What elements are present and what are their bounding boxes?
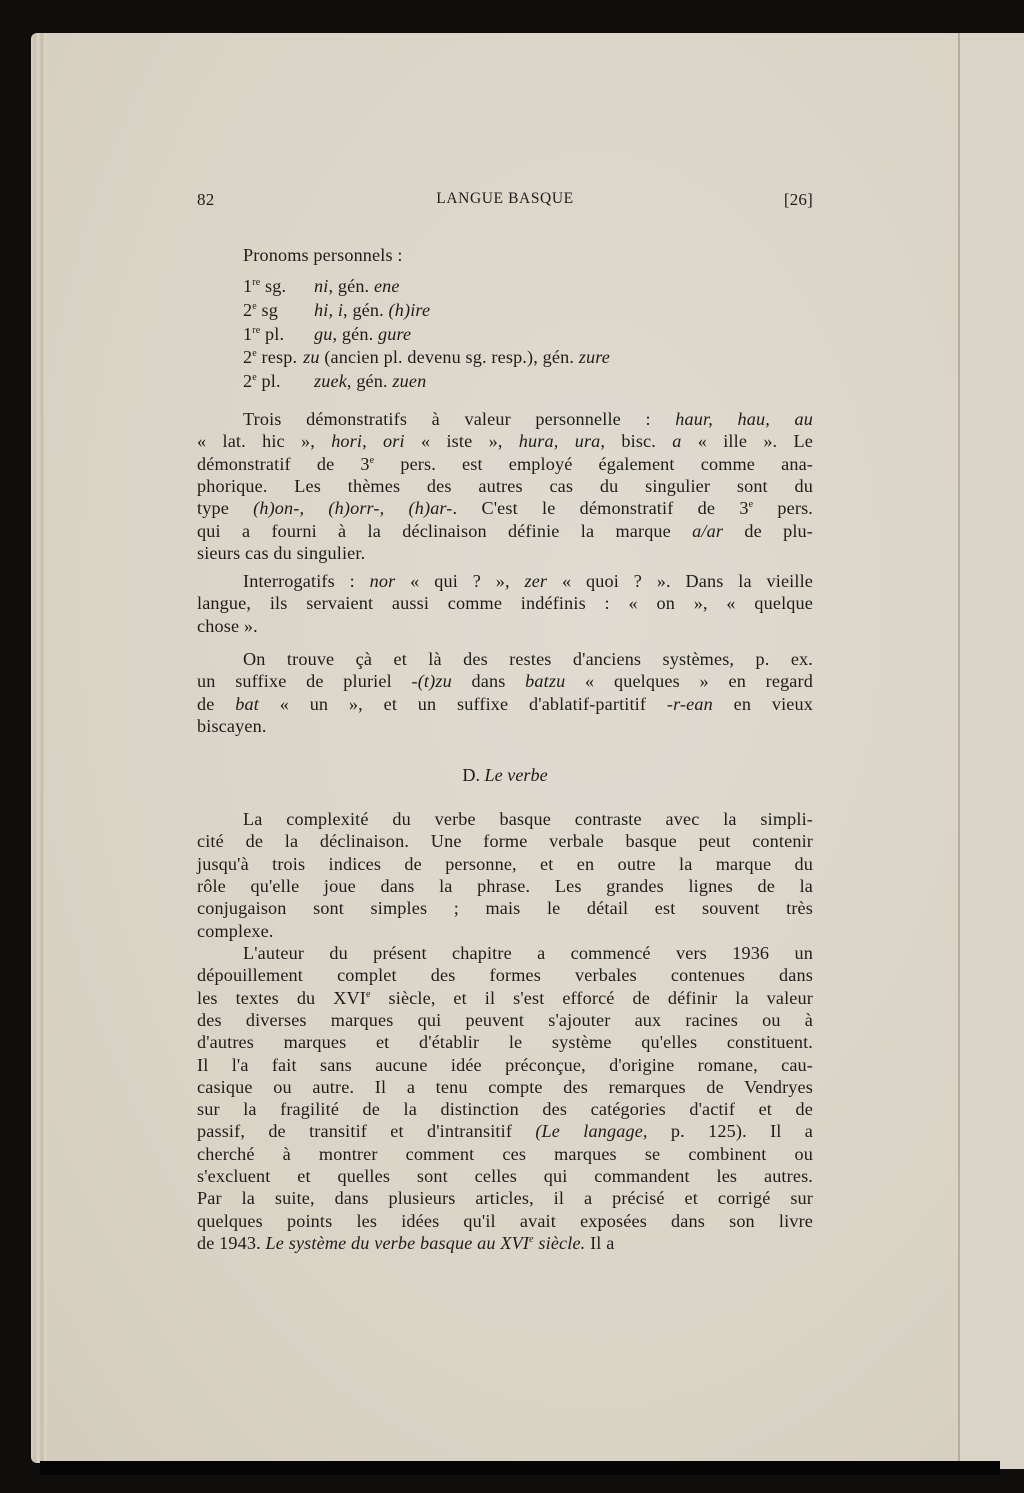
text-line: complexe. — [197, 920, 274, 941]
pronoun-row: 2e sg hi, i, gén. (h)ire — [243, 300, 431, 320]
person-label: 1re pl. — [243, 324, 285, 344]
text-line: d'autres marques et d'établir le système qu'elles constituent. — [197, 1032, 813, 1053]
text-line: de 1943. Le système du verbe basque au XVIe siècle. Il a — [197, 1232, 615, 1253]
section-heading — [197, 764, 813, 786]
section-title: Le verbe — [484, 765, 548, 785]
page-number: 82 — [197, 190, 215, 209]
text-line: langue, ils servaient aussi comme indéfinis : « on », « quelque — [197, 593, 813, 614]
text-line: rôle qu'elle joue dans la phrase. Les grandes lignes de la — [197, 875, 813, 896]
genitive-form: zure — [578, 347, 610, 367]
pronouns-title: Pronoms personnels : — [243, 245, 403, 265]
genitive-form: ene — [373, 276, 400, 296]
text-line: passif, de transitif et d'intransitif (Le langage, p. 125). Il a — [197, 1121, 813, 1142]
section-letter: D. — [462, 765, 485, 785]
text-line: casique ou autre. Il a tenu compte des remarques de Vendryes — [197, 1076, 813, 1097]
text-line: dépouillement complet des formes verbales contenues dans — [197, 965, 813, 986]
text-line: qui a fourni à la déclinaison définie la marque a/ar de plu- — [197, 520, 813, 541]
text-line: Par la suite, dans plusieurs articles, il a précisé et corrigé sur — [197, 1188, 813, 1209]
person-label: 2e resp. — [243, 347, 298, 367]
text-line: démonstratif de 3e pers. est employé également comme ana- — [197, 453, 814, 474]
text-line: les textes du XVIe siècle, et il s'est efforcé de définir la valeur — [197, 987, 813, 1008]
text-line: des diverses marques qui peuvent s'ajouter aux racines ou à — [197, 1009, 813, 1030]
text-line: de bat « un », et un suffixe d'ablatif-partitif -r-ean en vieux — [197, 693, 813, 714]
text-line: type (h)on-, (h)orr-, (h)ar-. C'est le démonstratif de 3e pers. — [197, 498, 813, 519]
genitive-form: (h)ire — [388, 300, 431, 320]
genitive-form: gure — [378, 324, 412, 344]
text-line: cherché à montrer comment ces marques se combinent ou — [197, 1143, 813, 1164]
running-title: LANGUE BASQUE — [436, 190, 574, 207]
pronoun-row: 2e resp. zu (ancien pl. devenu sg. resp.), gén. zure — [243, 347, 610, 367]
text-line: phorique. Les thèmes des autres cas du singulier sont du — [197, 475, 813, 496]
text-line: On trouve çà et là des restes d'anciens systèmes, p. ex. — [243, 649, 813, 669]
pronoun-form: ni — [314, 276, 329, 296]
text-line: conjugaison sont simples ; mais le détail est souvent très — [197, 898, 813, 919]
text-line: un suffixe de pluriel -(t)zu dans batzu « quelques » en regard — [197, 671, 813, 692]
text-line: jusqu'à trois indices de personne, et en outre la marque du — [197, 853, 813, 874]
text-line: sur la fragilité de la distinction des catégories d'actif et de — [197, 1099, 813, 1120]
genitive-form: zuen — [392, 371, 427, 391]
pronoun-form: zuek — [314, 371, 347, 391]
text-line: chose ». — [197, 615, 258, 636]
pronoun-form: zu — [303, 347, 320, 367]
text-line: sieurs cas du singulier. — [197, 542, 366, 563]
pronoun-row: 1re sg. ni, gén. ene — [243, 276, 400, 296]
text-line: Trois démonstratifs à valeur personnelle : haur, hau, au — [243, 409, 814, 429]
text-line: biscayen. — [197, 715, 267, 736]
text-line: La complexité du verbe basque contraste avec la simpli- — [243, 809, 813, 829]
person-label: 2e sg — [243, 300, 279, 320]
text-line: s'excluent et quelles sont celles qui commandent les autres. — [197, 1166, 813, 1186]
text-line: quelques points les idées qu'il avait exposées dans son livre — [197, 1210, 813, 1231]
facing-page-edge — [960, 33, 1024, 1469]
text-line: Il l'a fait sans aucune idée préconçue, d'origine romane, cau- — [197, 1054, 813, 1075]
person-label: 2e pl. — [243, 371, 281, 391]
text-line: L'auteur du présent chapitre a commencé vers 1936 un — [243, 943, 813, 963]
pronoun-row: 2e pl. zuek, gén. zuen — [243, 371, 427, 391]
pronoun-row: 1re pl. gu, gén. gure — [243, 324, 412, 344]
text-line: cité de la déclinaison. Une forme verbale basque peut contenir — [197, 831, 813, 852]
section-reference: [26] — [783, 190, 813, 209]
text-line: « lat. hic », hori, ori « iste », hura, ura, bisc. a « ille ». Le — [197, 431, 813, 452]
page-shadow — [40, 1461, 1000, 1475]
running-header — [197, 190, 813, 214]
text-line: Interrogatifs : nor « qui ? », zer « quoi ? ». Dans la vieille — [243, 571, 814, 591]
person-label: 1re sg. — [243, 276, 287, 296]
pronoun-form: hi, i — [314, 300, 344, 320]
pronoun-form: gu — [314, 324, 333, 344]
